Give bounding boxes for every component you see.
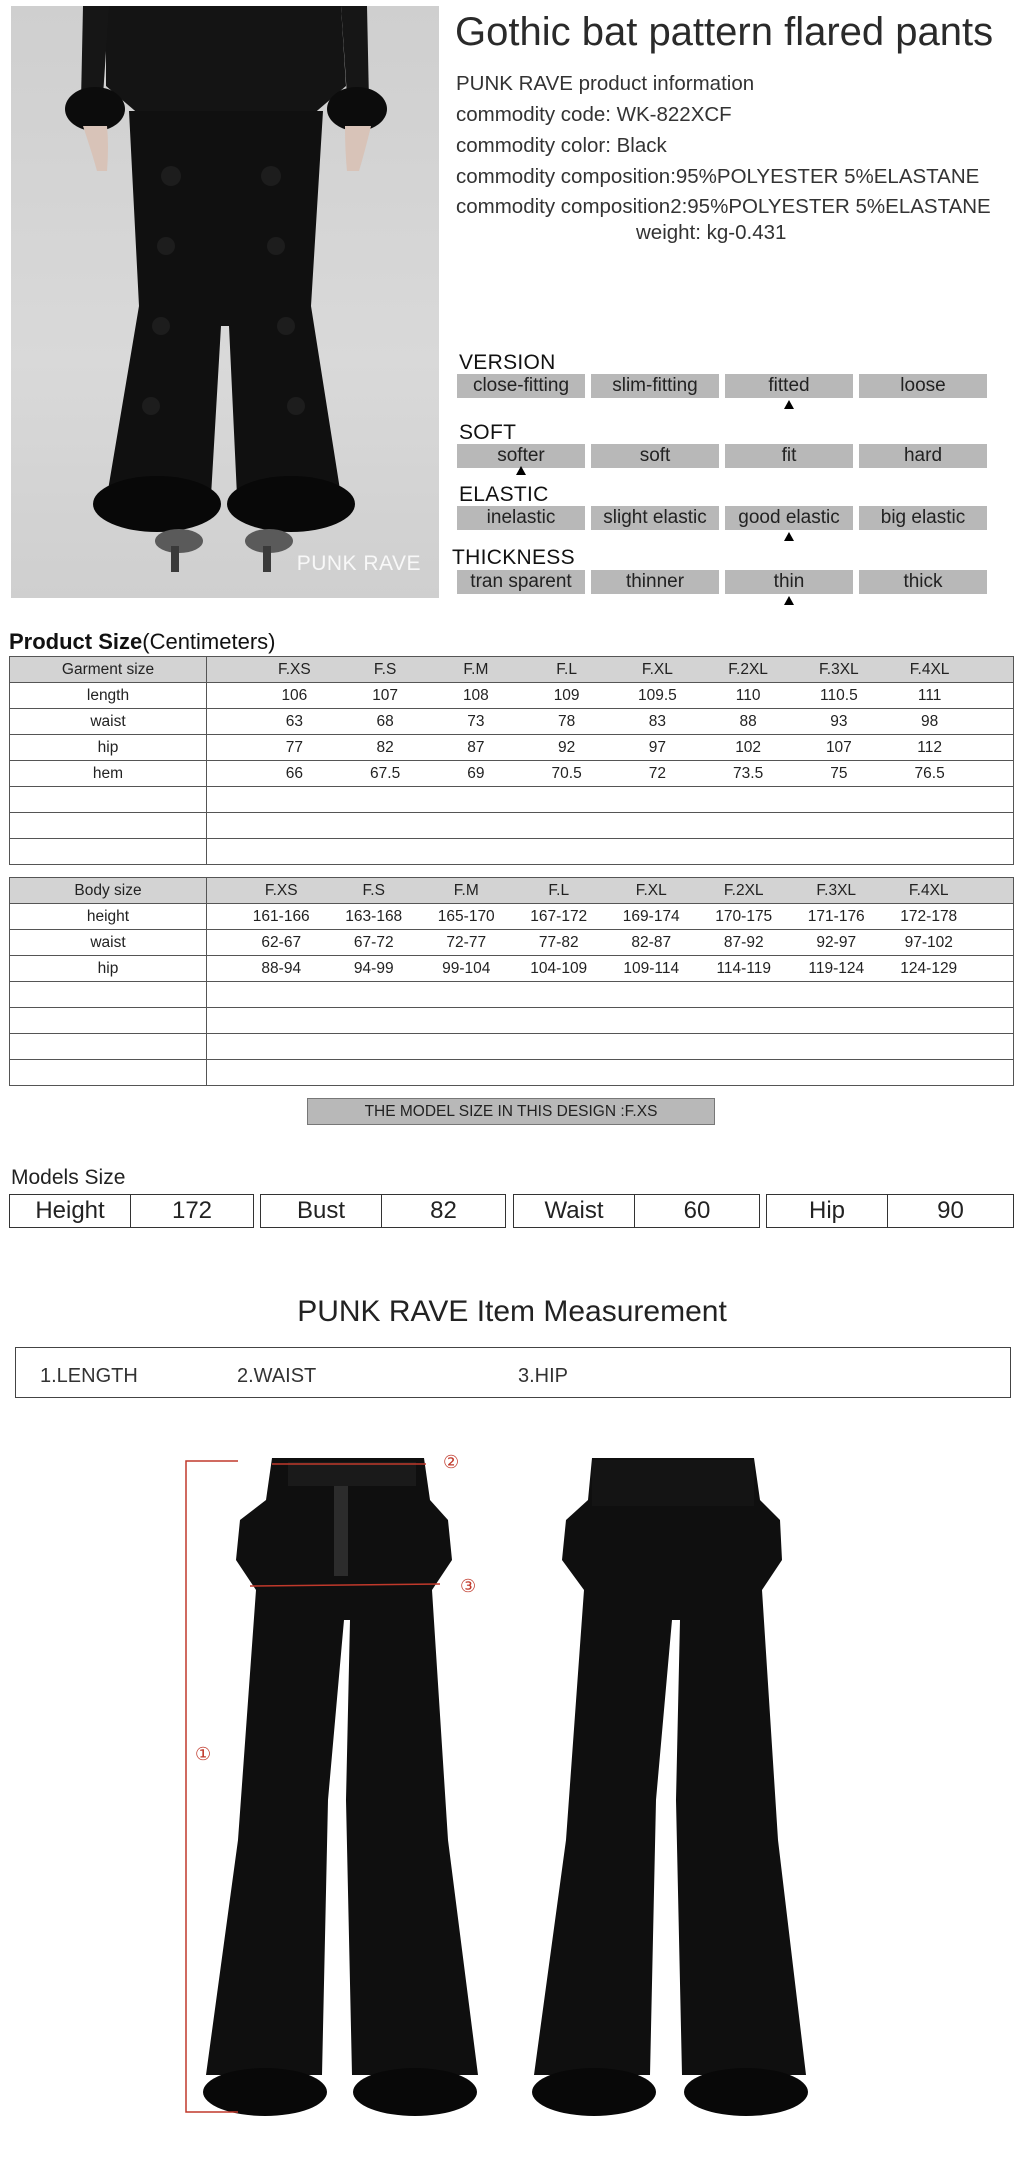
thickness-label: THICKNESS: [452, 546, 575, 569]
model-wearing-pants-illustration: [11, 6, 439, 598]
table-cell: 161-166: [252, 907, 310, 925]
table-cell: F.XS: [278, 660, 311, 678]
table-cell: 171-176: [807, 907, 865, 925]
table-cell: 78: [558, 712, 576, 730]
table-row: [10, 735, 1014, 761]
table-cell: 69: [467, 764, 485, 782]
version-option: fitted: [725, 374, 853, 398]
table-cell: 82: [376, 738, 394, 756]
table-row: [10, 761, 1014, 787]
table-row: [10, 982, 1014, 1008]
model-waist-box: [513, 1194, 760, 1228]
model-bust-box: [260, 1194, 506, 1228]
body-size-header-row: [10, 878, 1014, 904]
photo-watermark: PUNK RAVE: [296, 552, 421, 575]
table-cell: F.XS: [264, 881, 298, 899]
table-cell: 104-109: [530, 959, 588, 977]
model-hip-box: [766, 1194, 1014, 1228]
thickness-option: tran sparent: [457, 570, 585, 594]
model-hip-label: Hip: [767, 1195, 888, 1227]
table-cell: 88: [739, 712, 757, 730]
info-composition2-line: commodity composition2:95%POLYESTER 5%ELASTANE: [456, 195, 991, 218]
soft-option: soft: [591, 444, 719, 468]
table-row: [10, 1008, 1014, 1034]
table-cell: hip: [10, 735, 207, 761]
table-cell: 75: [830, 764, 848, 782]
table-cell: F.4XL: [908, 881, 949, 899]
table-row: [10, 683, 1014, 709]
table-cell: 97-102: [904, 933, 953, 951]
table-row: [10, 813, 1014, 839]
table-cell: 109-114: [623, 959, 680, 977]
table-cell: 102: [735, 738, 762, 756]
table-cell: hip: [10, 956, 207, 982]
table-cell: F.S: [362, 881, 385, 899]
measurement-hip-item: 3.HIP: [518, 1365, 569, 1387]
table-cell: 92-97: [816, 933, 857, 951]
info-brand-line: PUNK RAVE product information: [456, 72, 755, 95]
waist-marker-icon: ②: [443, 1452, 460, 1473]
table-cell: 110: [735, 686, 761, 704]
version-option: slim-fitting: [591, 374, 719, 398]
table-cell: 73: [467, 712, 485, 730]
table-cell: 124-129: [900, 959, 958, 977]
table-cell: 111: [917, 686, 942, 704]
table-cell: 67-72: [353, 933, 394, 951]
table-cell: F.M: [463, 660, 489, 678]
table-cell: F.L: [548, 881, 570, 899]
table-cell: 98: [921, 712, 939, 730]
elastic-option: big elastic: [859, 506, 987, 530]
table-cell: 70.5: [551, 764, 582, 782]
elastic-option: good elastic: [725, 506, 853, 530]
product-photo: [11, 6, 439, 598]
table-cell: F.M: [453, 881, 479, 899]
measurement-waist-item: 2.WAIST: [237, 1365, 317, 1387]
model-height-value: 172: [171, 1197, 213, 1224]
table-cell: 99-104: [442, 959, 491, 977]
info-code-line: commodity code: WK-822XCF: [456, 103, 732, 126]
selected-marker-icon: [784, 400, 794, 409]
table-row: [10, 956, 1014, 982]
table-cell: 165-170: [437, 907, 495, 925]
table-cell: 72-77: [446, 933, 487, 951]
table-cell: 94-99: [353, 959, 394, 977]
table-cell: 109.5: [637, 686, 677, 704]
info-weight-line: weight: kg-0.431: [636, 221, 787, 244]
table-cell: waist: [10, 709, 207, 735]
elastic-option: inelastic: [457, 506, 585, 530]
table-cell: 163-168: [345, 907, 403, 925]
table-cell: 110.5: [820, 686, 858, 704]
table-cell: F.2XL: [723, 881, 764, 899]
table-cell: F.3XL: [819, 660, 859, 678]
selected-marker-icon: [784, 596, 794, 605]
soft-label: SOFT: [459, 421, 517, 444]
table-cell: 72: [648, 764, 666, 782]
thickness-option: thick: [859, 570, 987, 594]
table-cell: Body size: [10, 878, 207, 904]
product-size-heading-bold: Product Size: [9, 629, 143, 654]
table-cell: 67.5: [370, 764, 401, 782]
table-cell: 62-67: [261, 933, 302, 951]
garment-size-header-row: [10, 657, 1014, 683]
info-color-line: commodity color: Black: [456, 134, 667, 157]
soft-option: softer: [457, 444, 585, 468]
model-hip-value: 90: [937, 1197, 964, 1224]
soft-scale: [457, 444, 987, 468]
table-cell: 88-94: [261, 959, 302, 977]
table-cell: 77-82: [538, 933, 579, 951]
table-cell: 109: [553, 686, 580, 704]
measurement-title: PUNK RAVE Item Measurement: [297, 1295, 727, 1328]
table-cell: 169-174: [622, 907, 680, 925]
table-cell: 172-178: [900, 907, 958, 925]
thickness-scale: [457, 570, 987, 594]
table-cell: F.3XL: [816, 881, 857, 899]
elastic-option: slight elastic: [591, 506, 719, 530]
pants-measurement-diagram: [0, 1430, 1024, 2130]
table-cell: 97: [648, 738, 666, 756]
soft-option: hard: [859, 444, 987, 468]
table-row: [10, 839, 1014, 865]
model-waist-value: 60: [683, 1197, 711, 1224]
model-waist-label: Waist: [514, 1195, 635, 1227]
model-size-note: THE MODEL SIZE IN THIS DESIGN :F.XS: [307, 1098, 715, 1125]
model-bust-label: Bust: [261, 1195, 382, 1227]
selected-marker-icon: [784, 532, 794, 541]
garment-size-table: [9, 656, 1014, 865]
table-row: [10, 1060, 1014, 1086]
table-cell: 106: [281, 686, 308, 704]
measurement-length-item: 1.LENGTH: [40, 1365, 138, 1387]
table-cell: 114-119: [716, 959, 772, 977]
model-height-box: [9, 1194, 254, 1228]
thickness-option: thinner: [591, 570, 719, 594]
table-cell: 87: [467, 738, 485, 756]
table-row: [10, 930, 1014, 956]
length-marker-icon: ①: [195, 1744, 212, 1765]
table-cell: F.L: [556, 660, 577, 678]
models-size-title: Models Size: [11, 1166, 126, 1189]
table-cell: 82-87: [631, 933, 672, 951]
table-cell: 107: [372, 686, 399, 704]
table-cell: Garment size: [10, 657, 207, 683]
table-cell: 73.5: [733, 764, 764, 782]
hip-marker-icon: ③: [460, 1576, 477, 1597]
front-pants-illustration: [203, 1458, 478, 2116]
table-cell: 77: [285, 738, 303, 756]
table-cell: waist: [10, 930, 207, 956]
table-row: [10, 709, 1014, 735]
info-composition-line: commodity composition:95%POLYESTER 5%ELASTANE: [456, 165, 980, 188]
elastic-scale: [457, 506, 987, 530]
version-option: close-fitting: [457, 374, 585, 398]
soft-option: fit: [725, 444, 853, 468]
table-cell: 170-175: [715, 907, 773, 925]
table-row: [10, 904, 1014, 930]
table-cell: length: [10, 683, 207, 709]
table-cell: 108: [462, 686, 489, 704]
table-cell: 93: [830, 712, 848, 730]
selected-marker-icon: [516, 466, 526, 475]
product-title: Gothic bat pattern flared pants: [455, 10, 994, 54]
version-scale: [457, 374, 987, 398]
table-row: [10, 787, 1014, 813]
model-bust-value: 82: [430, 1197, 457, 1224]
table-cell: F.4XL: [909, 660, 950, 678]
back-pants-illustration: [532, 1458, 808, 2116]
table-cell: height: [10, 904, 207, 930]
table-cell: hem: [10, 761, 207, 787]
table-cell: F.2XL: [728, 660, 768, 678]
table-cell: 92: [558, 738, 576, 756]
elastic-label: ELASTIC: [459, 483, 549, 506]
table-cell: 107: [825, 738, 852, 756]
model-height-label: Height: [10, 1195, 131, 1227]
table-cell: 63: [285, 712, 303, 730]
thickness-option: thin: [725, 570, 853, 594]
product-size-heading-unit: (Centimeters): [142, 629, 276, 654]
table-cell: 83: [648, 712, 666, 730]
table-cell: F.XL: [641, 660, 673, 678]
table-cell: 167-172: [530, 907, 588, 925]
table-row: [10, 1034, 1014, 1060]
table-cell: F.S: [373, 660, 397, 678]
table-cell: 66: [285, 764, 303, 782]
table-cell: 76.5: [914, 764, 945, 782]
measurement-legend-box: [15, 1347, 1011, 1398]
product-size-heading: [9, 629, 276, 655]
table-cell: 87-92: [723, 933, 764, 951]
version-label: VERSION: [459, 351, 556, 374]
body-size-table: [9, 877, 1014, 1086]
table-cell: F.XL: [635, 881, 667, 899]
table-cell: 68: [376, 712, 394, 730]
table-cell: 119-124: [808, 959, 865, 977]
table-cell: 112: [917, 738, 942, 756]
version-option: loose: [859, 374, 987, 398]
